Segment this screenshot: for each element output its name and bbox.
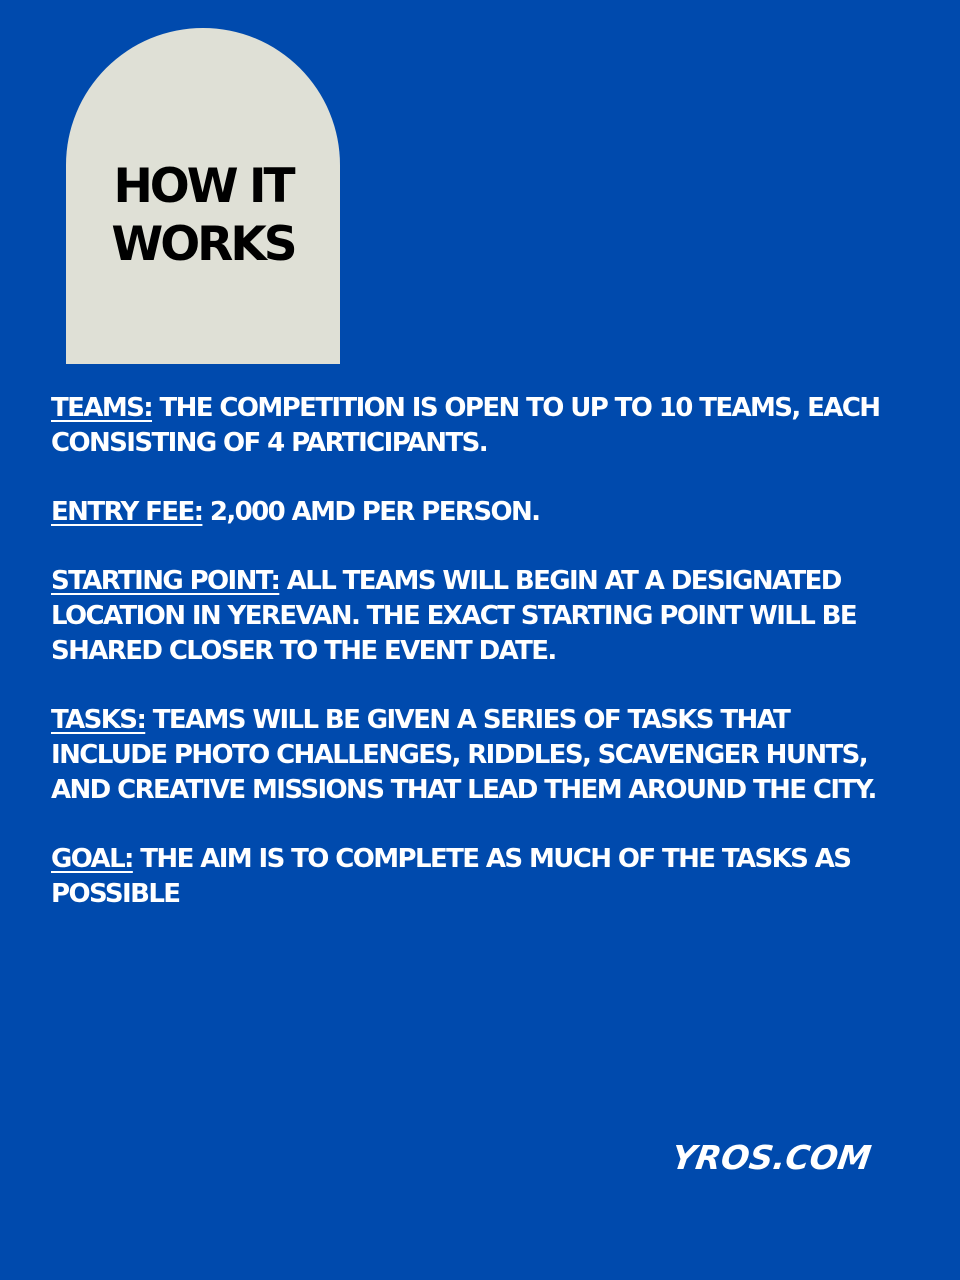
rule-goal-text: THE AIM IS TO COMPLETE AS MUCH OF THE TASKS AS POSSIBLE: [51, 844, 851, 909]
rule-teams-text: THE COMPETITION IS OPEN TO UP TO 10 TEAMS, EACH CONSISTING OF 4 PARTICIPANTS.: [51, 393, 880, 458]
rule-tasks-text: TEAMS WILL BE GIVEN A SERIES OF TASKS THAT INCLUDE PHOTO CHALLENGES, RIDDLES, SCAVENGER HUNTS, AND CREATIVE MISSIONS THAT LEAD THEM AROUND THE CITY.: [51, 705, 876, 805]
rule-entry-fee-text: 2,000 AMD PER PERSON.: [209, 497, 540, 527]
rule-goal-label: GOAL:: [51, 844, 133, 874]
rules-list: [51, 391, 911, 946]
title-arch: [66, 28, 340, 364]
page-title-line-2: WORKS: [111, 217, 295, 272]
page-title: [66, 158, 340, 274]
rule-goal: [51, 842, 911, 912]
rule-tasks-label: TASKS:: [51, 705, 146, 735]
rule-starting-point: [51, 564, 911, 669]
rule-starting-point-text: ALL TEAMS WILL BEGIN AT A DESIGNATED LOCATION IN YEREVAN. THE EXACT STARTING POINT WILL BE SHARED CLOSER TO THE EVENT DATE.: [51, 566, 857, 666]
rule-entry-fee-label: ENTRY FEE:: [51, 497, 203, 527]
rule-entry-fee: [51, 495, 911, 530]
rule-teams: [51, 391, 911, 461]
page-title-line-1: HOW IT: [113, 159, 293, 214]
rule-teams-label: TEAMS:: [51, 393, 153, 423]
rule-starting-point-label: STARTING POINT:: [51, 566, 280, 596]
brand-logo: YROS.COM: [669, 1138, 874, 1177]
rule-tasks: [51, 703, 911, 808]
